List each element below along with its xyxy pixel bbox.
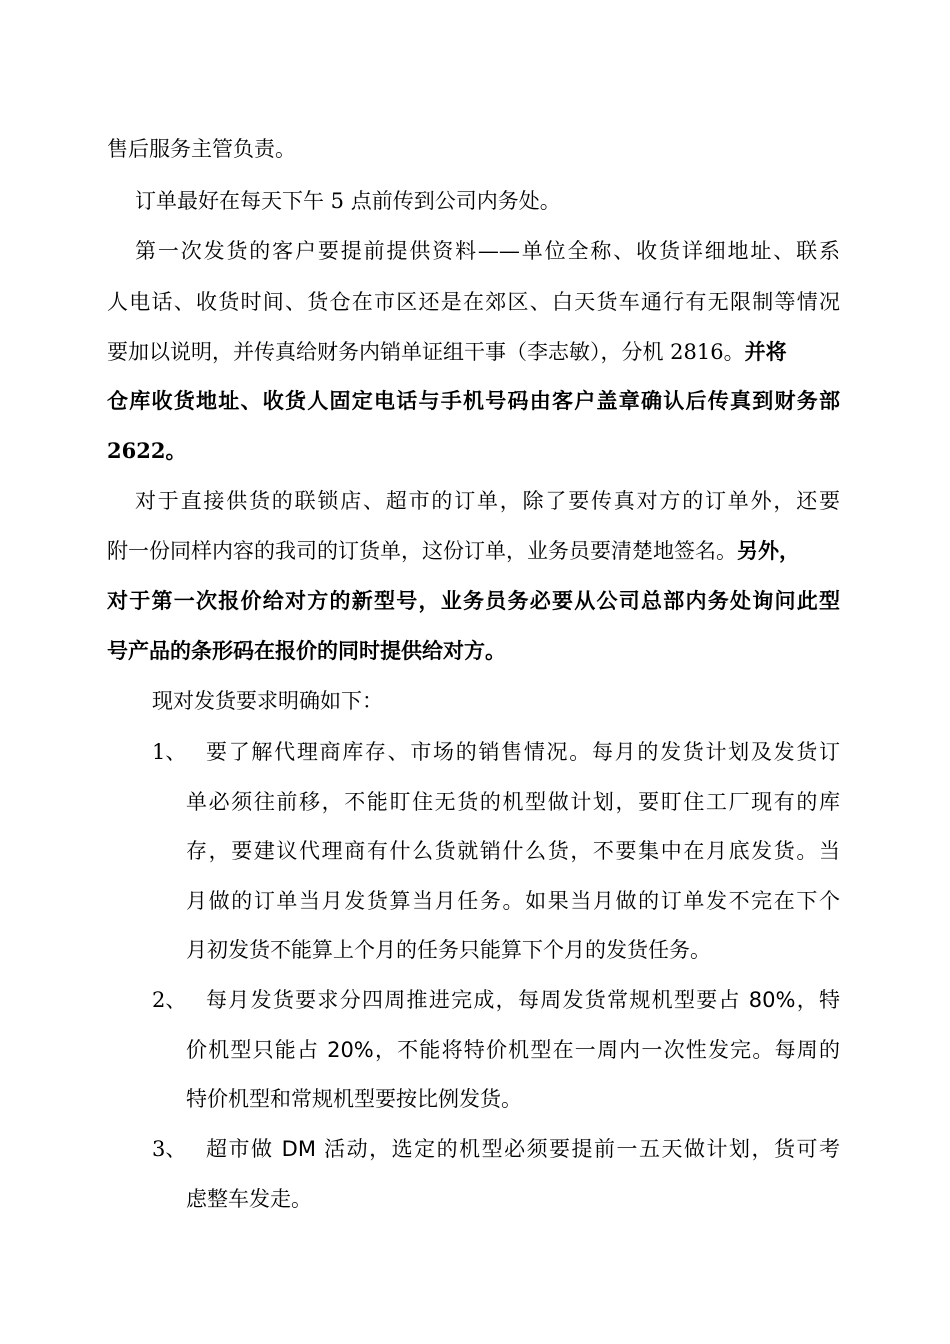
list-item-number: 3、	[152, 1137, 187, 1161]
list-item-line: 每月发货要求分四周推进完成，每周发货常规机型要占 80%，特	[206, 988, 840, 1012]
list-item-line: 超市做 DM 活动，选定的机型必须要提前一五天做计划，货可考	[206, 1137, 840, 1161]
paragraph-line: 对于直接供货的联锁店、超市的订单，除了要传真对方的订单外，还要	[135, 489, 840, 513]
paragraph-bold-line: 2622。	[107, 438, 187, 463]
paragraph-bold-text: 并将	[744, 339, 787, 364]
list-item-line: 单必须往前移，不能盯住无货的机型做计划，要盯住工厂现有的库	[186, 790, 840, 814]
paragraph-line	[107, 337, 787, 367]
list-item-number: 1、	[152, 740, 187, 764]
list-intro: 现对发货要求明确如下：	[152, 689, 383, 713]
list-item-line: 存，要建议代理商有什么货就销什么货，不要集中在月底发货。当	[186, 839, 840, 863]
list-item-line: 要了解代理商库存、市场的销售情况。每月的发货计划及发货订	[206, 740, 840, 764]
paragraph-text: 附一份同样内容的我司的订货单，这份订单，业务员要清楚地签名。	[107, 539, 737, 563]
list-item-line: 虑整车发走。	[186, 1187, 312, 1211]
paragraph-line: 售后服务主管负责。	[107, 137, 296, 161]
list-item-line: 月初发货不能算上个月的任务只能算下个月的发货任务。	[186, 938, 711, 962]
list-item-line: 价机型只能占 20%，不能将特价机型在一周内一次性发完。每周的	[186, 1038, 840, 1062]
paragraph-line: 人电话、收货时间、货仓在市区还是在郊区、白天货车通行有无限制等情况	[107, 290, 840, 314]
list-item-line: 特价机型和常规机型要按比例发货。	[186, 1087, 522, 1111]
list-item-number: 2、	[152, 988, 187, 1012]
paragraph-text: 要加以说明，并传真给财务内销单证组干事（李志敏），分机 2816。	[107, 340, 745, 364]
paragraph-line: 第一次发货的客户要提前提供资料——单位全称、收货详细地址、联系	[135, 239, 840, 263]
list-item-line: 月做的订单当月发货算当月任务。如果当月做的订单发不完在下个	[186, 889, 840, 913]
paragraph-line: 订单最好在每天下午 5 点前传到公司内务处。	[135, 189, 561, 213]
paragraph-line	[107, 536, 800, 566]
paragraph-bold-line: 仓库收货地址、收货人固定电话与手机号码由客户盖章确认后传真到财务部	[107, 388, 840, 413]
paragraph-bold-text: 另外，	[737, 538, 800, 563]
paragraph-bold-line: 对于第一次报价给对方的新型号，业务员务必要从公司总部内务处询问此型	[107, 588, 840, 613]
paragraph-bold-line: 号产品的条形码在报价的同时提供给对方。	[107, 638, 506, 663]
